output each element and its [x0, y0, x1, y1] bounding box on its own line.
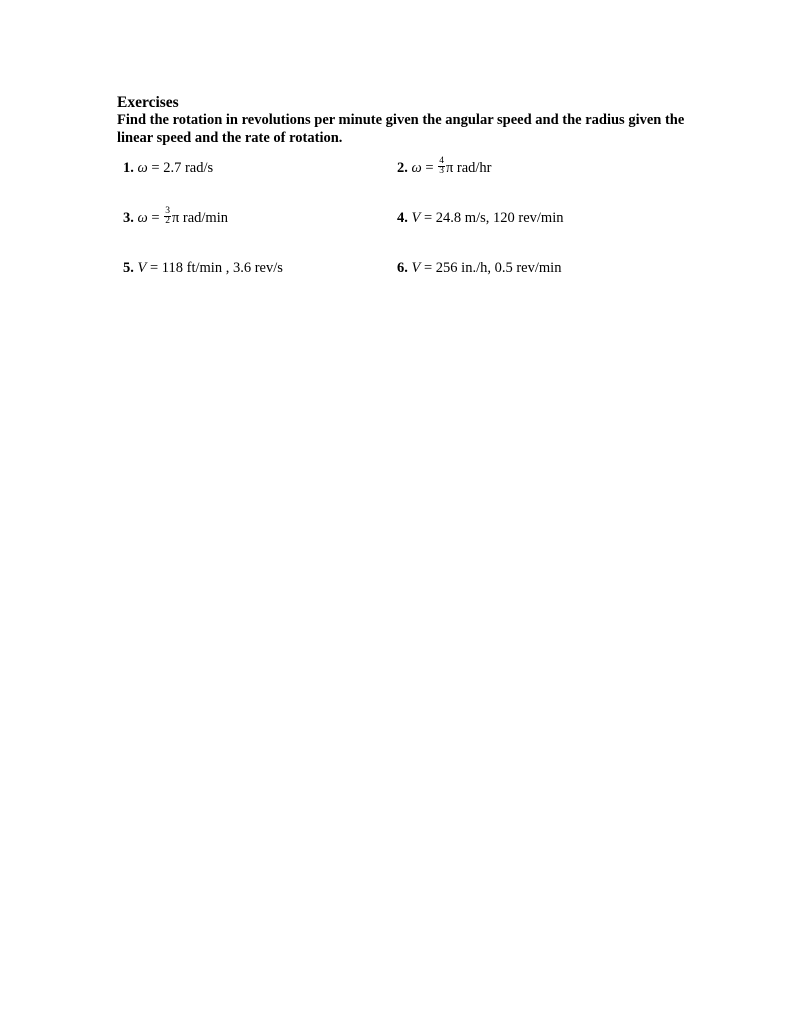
fraction-denominator: 2 — [165, 216, 170, 227]
exercise-value: 118 ft/min , 3.6 rev/s — [161, 260, 283, 276]
exercises-instructions: Find the rotation in revolutions per minute given the angular speed and the radius given the linear speed and the rate of rotation. — [117, 112, 685, 146]
equals-sign: = — [420, 260, 436, 276]
fraction — [438, 157, 445, 176]
exercise-number: 4. — [397, 210, 408, 226]
equals-sign: = — [146, 260, 162, 276]
exercise-number: 1. — [123, 160, 134, 176]
exercise-variable: ω — [137, 210, 148, 226]
equals-sign: = — [147, 160, 164, 176]
pi-symbol: π — [171, 210, 180, 226]
fraction — [164, 207, 171, 226]
exercise-5 — [123, 259, 283, 277]
exercise-1 — [123, 159, 213, 177]
exercise-2 — [397, 156, 492, 178]
exercise-variable: V — [411, 260, 421, 276]
exercise-value: 256 in./h, 0.5 rev/min — [435, 260, 562, 276]
fraction-denominator: 3 — [439, 166, 444, 177]
exercise-value: rad/hr — [453, 160, 492, 176]
exercise-variable: V — [137, 260, 147, 276]
fraction-numerator: 4 — [439, 156, 444, 167]
fraction-numerator: 3 — [165, 206, 170, 217]
exercises-heading: Exercises — [117, 94, 179, 111]
pi-symbol: π — [445, 160, 454, 176]
exercise-value: 2.7 rad/s — [163, 160, 214, 176]
exercise-6 — [397, 259, 561, 277]
exercise-number: 2. — [397, 160, 408, 176]
exercise-value: rad/min — [179, 210, 228, 226]
exercise-number: 3. — [123, 210, 134, 226]
exercise-variable: ω — [411, 160, 422, 176]
equals-sign: = — [420, 210, 436, 226]
exercise-3 — [123, 206, 228, 228]
exercise-number: 6. — [397, 260, 408, 276]
equals-sign: = — [421, 160, 438, 176]
exercise-variable: V — [411, 210, 421, 226]
equals-sign: = — [147, 210, 164, 226]
exercise-value: 24.8 m/s, 120 rev/min — [435, 210, 564, 226]
exercise-number: 5. — [123, 260, 134, 276]
exercise-4 — [397, 209, 563, 227]
exercise-variable: ω — [137, 160, 148, 176]
